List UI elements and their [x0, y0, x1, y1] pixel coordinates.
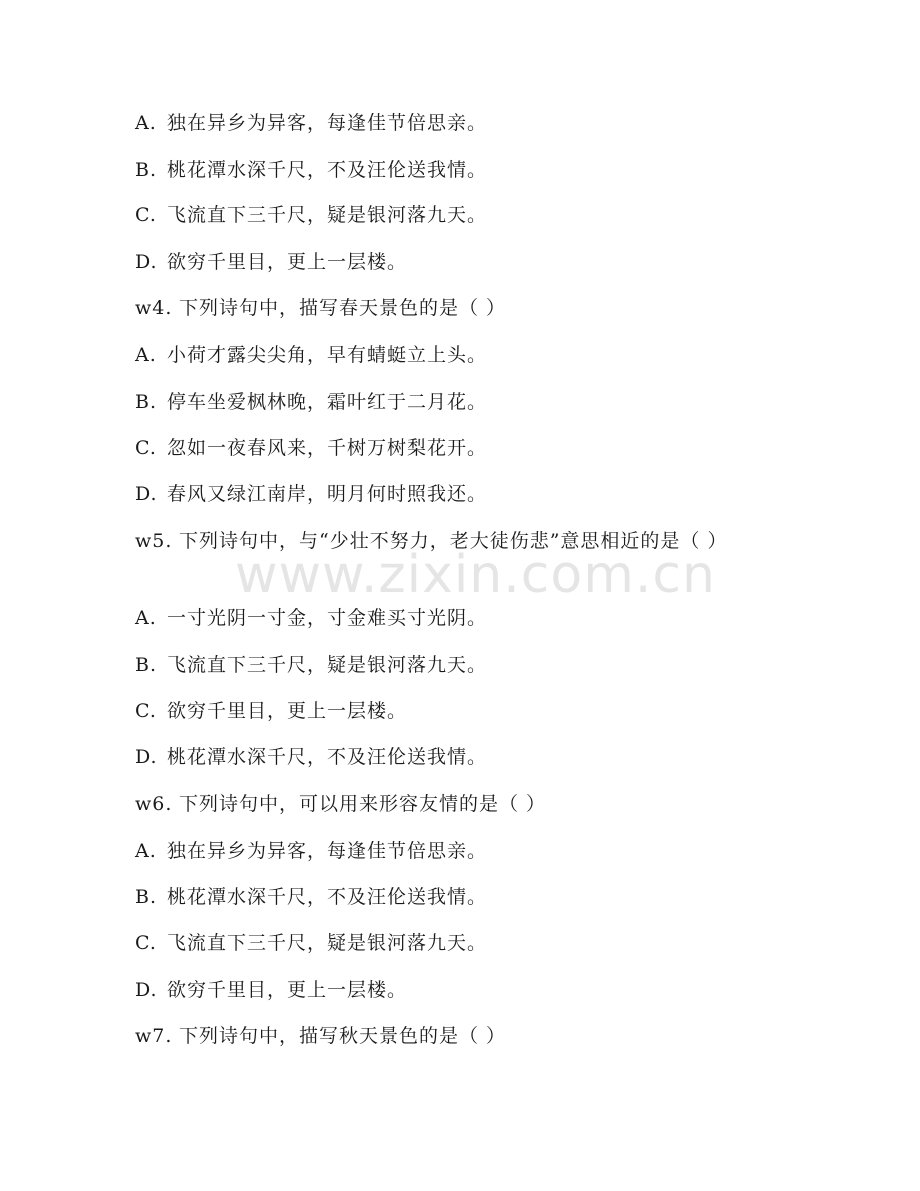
option-label: D.: [135, 483, 158, 505]
option-label: B.: [135, 886, 158, 908]
option-label: A.: [135, 112, 157, 134]
q6-stem: [135, 789, 775, 819]
option-text: 飞流直下三千尺，疑是银河落九天。: [167, 932, 488, 954]
option-text: 独在异乡为异客，每逢佳节倍思亲。: [167, 112, 488, 134]
option-text: 飞流直下三千尺，疑是银河落九天。: [167, 654, 488, 676]
q6-option-d: [135, 975, 775, 1005]
q6-option-a: [135, 836, 775, 866]
q4-stem: [135, 293, 775, 323]
question-text: 下列诗句中，描写秋天景色的是（ ）: [179, 1025, 507, 1047]
option-text: 桃花潭水深千尺，不及汪伦送我情。: [167, 746, 488, 768]
question-number: w5.: [135, 530, 173, 552]
question-number: w7.: [135, 1025, 173, 1047]
option-label: C.: [135, 700, 157, 722]
watermark: www.zixin.com.cn: [235, 545, 716, 605]
option-label: A.: [135, 840, 157, 862]
q4-option-b: [135, 387, 775, 417]
option-label: B.: [135, 391, 158, 413]
q5-option-d: [135, 742, 775, 772]
option-text: 桃花潭水深千尺，不及汪伦送我情。: [167, 159, 488, 181]
option-label: D.: [135, 251, 158, 273]
q3-option-c: [135, 200, 775, 230]
q4-option-a: [135, 340, 775, 370]
option-label: C.: [135, 437, 157, 459]
q5-option-c: [135, 696, 775, 726]
q7-stem: [135, 1021, 775, 1051]
q5-option-b: [135, 650, 775, 680]
question-text: 下列诗句中，可以用来形容友情的是（ ）: [179, 793, 547, 815]
option-text: 欲穷千里目，更上一层楼。: [167, 251, 408, 273]
q6-option-c: [135, 928, 775, 958]
option-text: 桃花潭水深千尺，不及汪伦送我情。: [167, 886, 488, 908]
question-number: w6.: [135, 793, 173, 815]
option-text: 小荷才露尖尖角，早有蜻蜓立上头。: [167, 344, 488, 366]
option-label: A.: [135, 344, 157, 366]
option-label: C.: [135, 932, 157, 954]
option-label: B.: [135, 654, 158, 676]
q4-option-d: [135, 479, 775, 509]
option-label: B.: [135, 159, 158, 181]
q5-option-a: [135, 603, 775, 633]
option-text: 欲穷千里目，更上一层楼。: [167, 979, 408, 1001]
q6-option-b: [135, 882, 775, 912]
option-text: 欲穷千里目，更上一层楼。: [167, 700, 408, 722]
question-number: w4.: [135, 297, 173, 319]
q3-option-b: [135, 155, 775, 185]
option-text: 忽如一夜春风来，千树万树梨花开。: [167, 437, 488, 459]
option-text: 春风又绿江南岸，明月何时照我还。: [167, 483, 488, 505]
option-label: C.: [135, 204, 157, 226]
option-label: D.: [135, 746, 158, 768]
option-label: A.: [135, 607, 157, 629]
question-text: 下列诗句中，与“少壮不努力，老大徒伤悲”意思相近的是（ ）: [179, 530, 728, 552]
option-text: 停车坐爱枫林晚，霜叶红于二月花。: [167, 391, 488, 413]
question-text: 下列诗句中，描写春天景色的是（ ）: [179, 297, 507, 319]
option-text: 一寸光阴一寸金，寸金难买寸光阴。: [167, 607, 488, 629]
q4-option-c: [135, 433, 775, 463]
option-label: D.: [135, 979, 158, 1001]
q5-stem: [135, 526, 755, 556]
option-text: 飞流直下三千尺，疑是银河落九天。: [167, 204, 488, 226]
q3-option-a: [135, 108, 775, 138]
q3-option-d: [135, 247, 775, 277]
option-text: 独在异乡为异客，每逢佳节倍思亲。: [167, 840, 488, 862]
